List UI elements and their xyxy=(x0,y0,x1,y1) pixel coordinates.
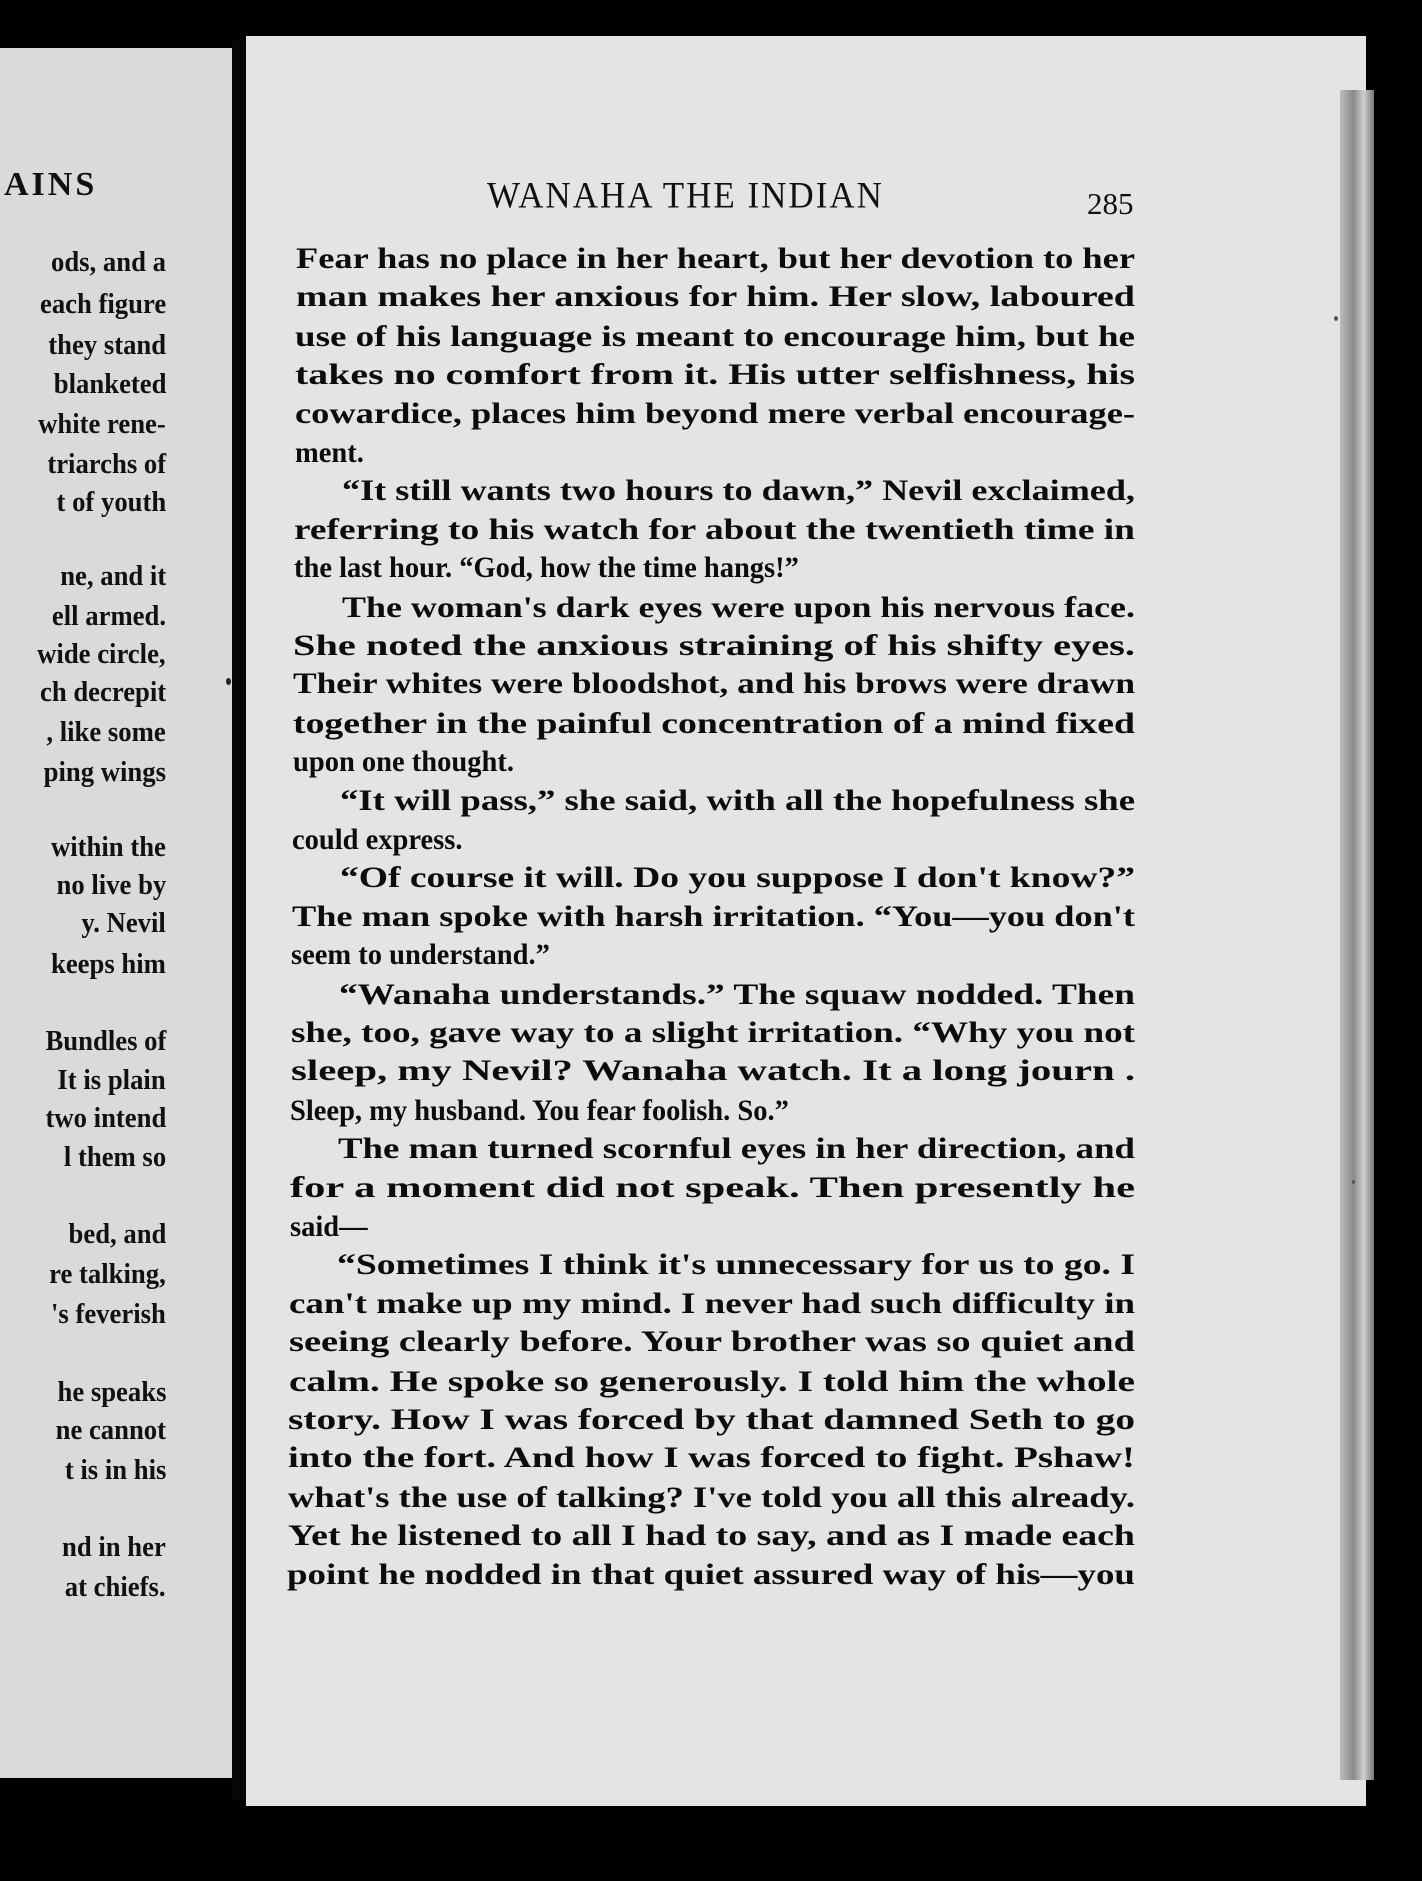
text-line: into the fort. And how I was forced to fight. Pshaw! xyxy=(288,1441,1135,1475)
text-line: “Of course it will. Do you suppose I don't know?” xyxy=(340,860,1136,894)
text-line: She noted the anxious straining of his shifty eyes. xyxy=(293,629,1135,662)
text-line: “Sometimes I think it's unnecessary for us to go. I xyxy=(337,1247,1135,1281)
text-line: the last hour. “God, how the time hangs!” xyxy=(294,551,799,585)
text-line: could express. xyxy=(292,822,463,856)
left-text-line: nd in her xyxy=(62,1531,166,1563)
running-title: WANAHA THE INDIAN xyxy=(487,175,884,216)
left-text-line: ne, and it xyxy=(59,560,166,592)
text-line: seeing clearly before. Your brother was so quiet and xyxy=(289,1325,1135,1359)
left-text-line: each figure xyxy=(39,288,166,320)
text-line: can't make up my mind. I never had such difficulty in xyxy=(289,1287,1136,1321)
left-text-line: triarchs of xyxy=(47,448,166,480)
text-line: The man turned scornful eyes in her direction, and xyxy=(338,1131,1136,1165)
left-text-line: t of youth xyxy=(56,486,166,518)
page-edge xyxy=(1340,90,1374,1780)
text-line: The woman's dark eyes were upon his nervous face. xyxy=(342,590,1135,624)
left-text-line: 's feverish xyxy=(51,1298,166,1330)
left-text-line: at chiefs. xyxy=(65,1571,166,1603)
left-text-line: ne cannot xyxy=(55,1414,166,1446)
left-text-line: blanketed xyxy=(53,368,166,400)
text-line: “It will pass,” she said, with all the hopefulness she xyxy=(340,784,1135,818)
text-line: Their whites were bloodshot, and his brows were drawn xyxy=(293,667,1136,701)
left-text-line: re talking, xyxy=(49,1258,166,1290)
paper-speck xyxy=(1352,1180,1355,1184)
text-line: story. How I was forced by that damned Seth to go xyxy=(288,1403,1136,1436)
left-text-line: ell armed. xyxy=(51,600,166,632)
left-text-line: two intend xyxy=(45,1102,166,1134)
left-text-line: ch decrepit xyxy=(39,676,166,708)
text-line: said— xyxy=(290,1209,368,1243)
text-line: point he nodded in that quiet assured way of his—you xyxy=(287,1558,1135,1592)
left-text-line: wide circle, xyxy=(37,638,166,670)
left-running-head: AINS xyxy=(4,166,98,203)
text-line: sleep, my Nevil? Wanaha watch. It a long journ . xyxy=(291,1054,1136,1088)
left-text-line: no live by xyxy=(56,869,166,901)
left-text-line: y. Nevil xyxy=(81,907,166,939)
page-number: 285 xyxy=(1087,186,1134,221)
text-line: she, too, gave way to a slight irritation. “Why you not xyxy=(291,1016,1135,1049)
left-text-line: ping wings xyxy=(43,756,166,788)
left-text-line: l them so xyxy=(63,1141,166,1173)
text-line: upon one thought. xyxy=(293,744,514,778)
text-line: calm. He spoke so generously. I told him the whole xyxy=(289,1364,1136,1398)
left-text-line: keeps him xyxy=(51,948,166,980)
text-line: use of his language is meant to encourage him, but he xyxy=(295,319,1135,353)
text-line: ment. xyxy=(295,435,364,469)
text-line: Yet he listened to all I had to say, and as I made each xyxy=(288,1518,1135,1552)
left-text-line: t is in his xyxy=(64,1454,166,1486)
left-text-line: ods, and a xyxy=(51,246,166,278)
text-line: man makes her anxious for him. Her slow, laboured xyxy=(296,280,1135,314)
text-line: takes no comfort from it. His utter selfishness, his xyxy=(295,357,1135,391)
text-line: seem to understand.” xyxy=(291,938,550,972)
text-line: Sleep, my husband. You fear foolish. So.” xyxy=(290,1093,789,1127)
paper-speck xyxy=(1334,316,1338,321)
text-line: Fear has no place in her heart, but her devotion to her xyxy=(296,242,1135,275)
book-gutter xyxy=(232,40,246,1800)
left-text-line: , like some xyxy=(46,716,166,748)
left-text-line: they stand xyxy=(48,329,166,361)
left-text-line: within the xyxy=(51,831,166,863)
text-line: “It still wants two hours to dawn,” Nevil exclaimed, xyxy=(342,473,1135,507)
left-text-line: white rene- xyxy=(38,408,166,440)
left-text-line: Bundles of xyxy=(45,1025,166,1057)
text-line: referring to his watch for about the twentieth time in xyxy=(294,513,1135,547)
text-line: The man spoke with harsh irritation. “You—you don't xyxy=(292,900,1135,934)
text-line: what's the use of talking? I've told you all this already. xyxy=(288,1480,1135,1514)
text-line: together in the painful concentration of a mind fixed xyxy=(293,706,1136,740)
text-line: cowardice, places him beyond mere verbal encourage- xyxy=(295,397,1136,431)
left-text-line: he speaks xyxy=(57,1376,166,1408)
left-text-line: It is plain xyxy=(57,1064,166,1096)
text-line: for a moment did not speak. Then presently he xyxy=(290,1171,1135,1205)
text-line: “Wanaha understands.” The squaw nodded. Then xyxy=(339,977,1135,1011)
left-text-line: bed, and xyxy=(68,1218,166,1250)
paper-speck xyxy=(226,678,231,685)
